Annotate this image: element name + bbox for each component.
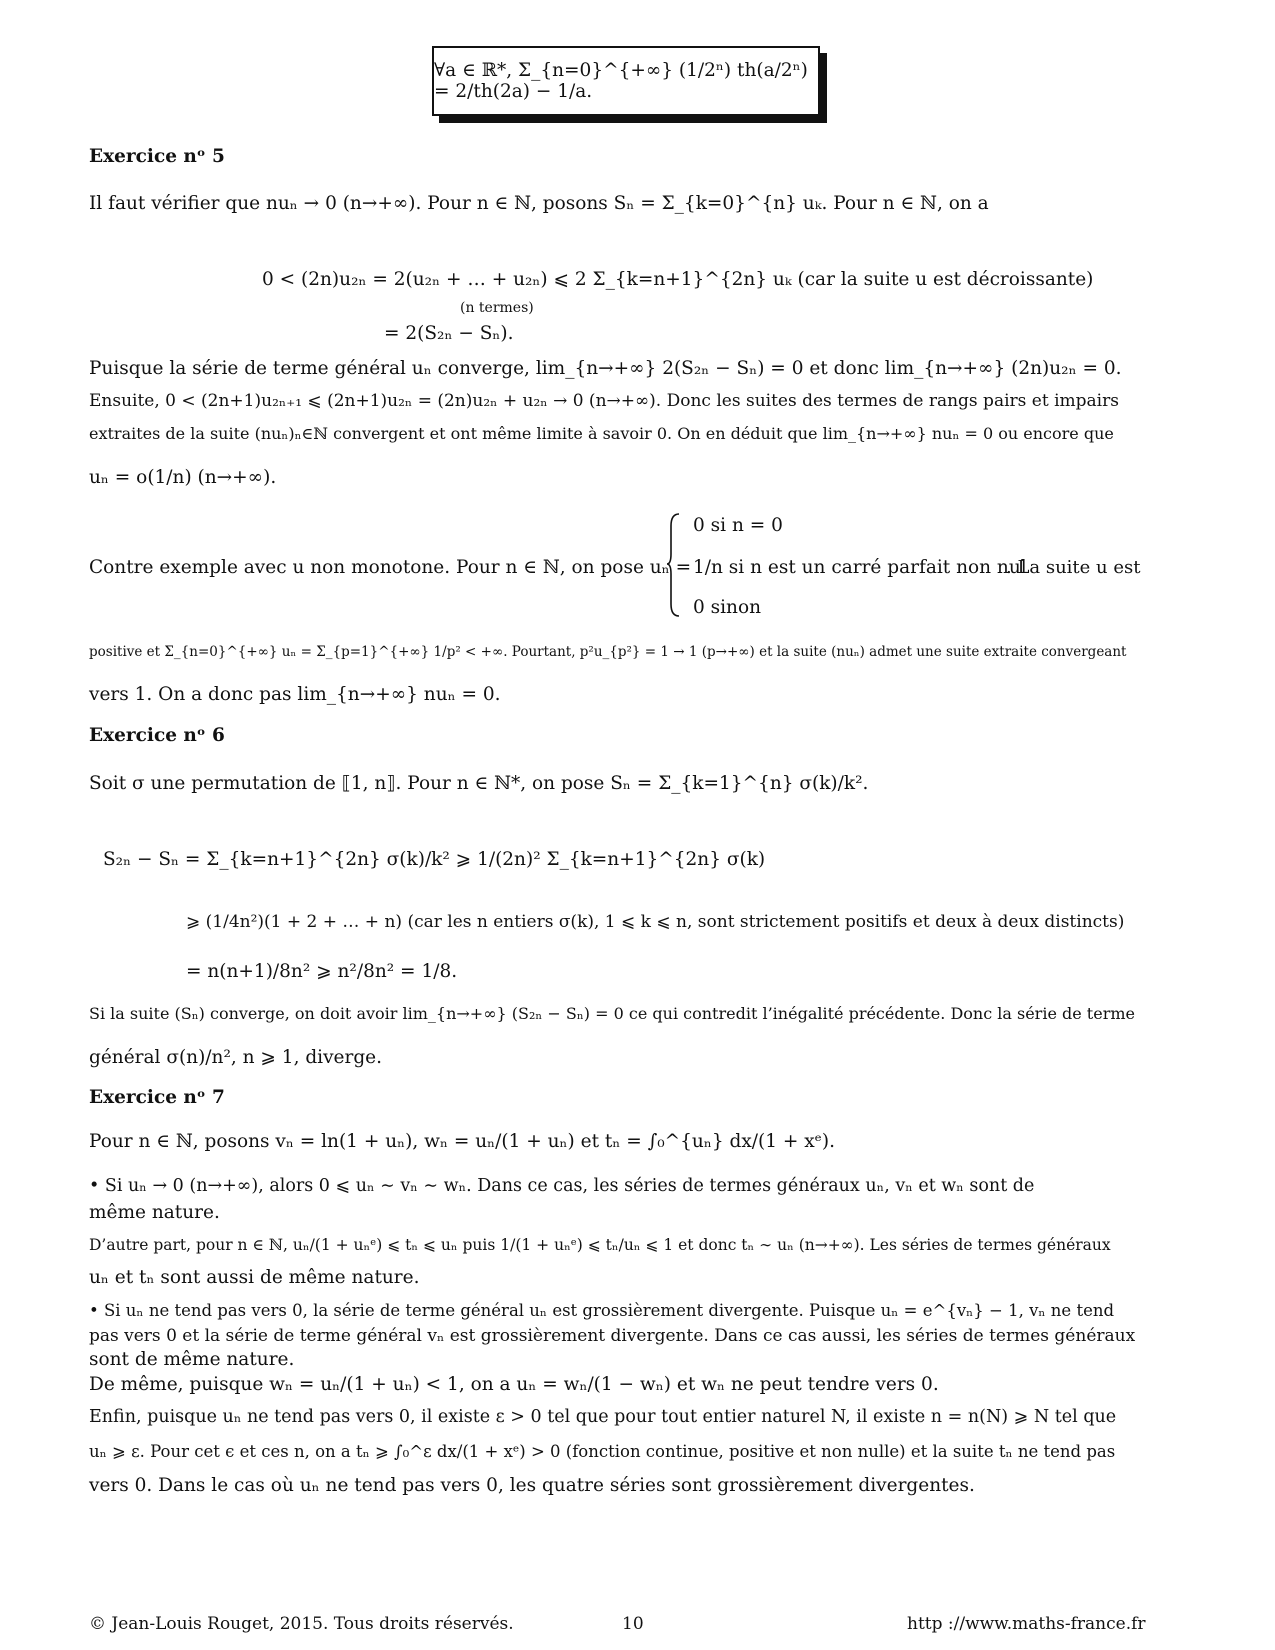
- case-2: 1/n si n est un carré parfait non nul: [693, 557, 1027, 578]
- ex7-line-12: vers 0. Dans le cas où uₙ ne tend pas vers 0, les quatre séries sont grossièrement divergentes.: [89, 1475, 975, 1496]
- cases-brace: [666, 512, 682, 617]
- ex5-line-3: Ensuite, 0 < (2n+1)u₂ₙ₊₁ ⩽ (2n+1)u₂ₙ = (2n)u₂ₙ + u₂ₙ → 0 (n→+∞). Donc les suites des termes de rangs pairs et impairs: [89, 391, 1119, 411]
- ex6-display-1: S₂ₙ − Sₙ = Σ_{k=n+1}^{2n} σ(k)/k² ⩾ 1/(2n)² Σ_{k=n+1}^{2n} σ(k): [103, 849, 766, 870]
- ex5-display-1: 0 < (2n)u₂ₙ = 2(u₂ₙ + … + u₂ₙ) ⩽ 2 Σ_{k=n+1}^{2n} uₖ (car la suite u est décroissante): [262, 269, 1094, 290]
- ex7-line-8: sont de même nature.: [89, 1349, 295, 1370]
- case-1: 0 si n = 0: [693, 515, 783, 536]
- ex6-display-3: = n(n+1)/8n² ⩾ n²/8n² = 1/8.: [186, 961, 458, 982]
- ex7-line-3: même nature.: [89, 1202, 220, 1223]
- ex6-line-3: général σ(n)/n², n ⩾ 1, diverge.: [89, 1047, 383, 1068]
- ex7-line-6: • Si uₙ ne tend pas vers 0, la série de terme général uₙ est grossièrement divergente. Puisque uₙ = e^{vₙ} − 1, vₙ ne tend: [89, 1301, 1115, 1320]
- case-3: 0 sinon: [693, 597, 762, 618]
- ex5-line-5: uₙ = o(1/n) (n→+∞).: [89, 467, 277, 488]
- ex7-line-11: uₙ ⩾ ε. Pour cet ϵ et ces n, on a tₙ ⩾ ∫₀^ε dx/(1 + xᵉ) > 0 (fonction continue, positive et non nulle) et la suite tₙ ne tend pas: [89, 1442, 1116, 1461]
- ex6-line-2: Si la suite (Sₙ) converge, on doit avoir lim_{n→+∞} (S₂ₙ − Sₙ) = 0 ce qui contredit l’inégalité précédente. Donc la série de terme: [89, 1004, 1135, 1023]
- ex5-line-4: extraites de la suite (nuₙ)ₙ∈ℕ convergent et ont même limite à savoir 0. On en déduit que lim_{n→+∞} nuₙ = 0 ou encore que: [89, 424, 1114, 443]
- ex5-line-1: Il faut vérifier que nuₙ → 0 (n→+∞). Pour n ∈ ℕ, posons Sₙ = Σ_{k=0}^{n} uₖ. Pour n ∈ ℕ, on a: [89, 193, 989, 214]
- exercise-6-title: Exercice nᵒ 6: [89, 725, 225, 746]
- exercise-7-title: Exercice nᵒ 7: [89, 1087, 225, 1108]
- ex5-counterexample-suffix: . La suite u est: [1006, 557, 1141, 578]
- ex7-line-5: uₙ et tₙ sont aussi de même nature.: [89, 1267, 420, 1288]
- ex6-line-1: Soit σ une permutation de ⟦1, n⟧. Pour n ∈ ℕ*, on pose Sₙ = Σ_{k=1}^{n} σ(k)/k².: [89, 773, 869, 794]
- box-formula-text: ∀a ∈ ℝ*, Σ_{n=0}^{+∞} (1/2ⁿ) th(a/2ⁿ) = 2/th(2a) − 1/a.: [432, 46, 820, 116]
- ex5-line-8: vers 1. On a donc pas lim_{n→+∞} nuₙ = 0.: [89, 684, 501, 705]
- ex5-display-2: = 2(S₂ₙ − Sₙ).: [384, 323, 514, 344]
- ex6-display-2: ⩾ (1/4n²)(1 + 2 + … + n) (car les n entiers σ(k), 1 ⩽ k ⩽ n, sont strictement positifs et deux à deux distincts): [186, 912, 1125, 932]
- exercise-5-title: Exercice nᵒ 5: [89, 146, 225, 167]
- ex5-display-1-underbrace: (n termes): [460, 300, 534, 316]
- footer-url[interactable]: http ://www.maths-france.fr: [907, 1614, 1146, 1634]
- ex5-counterexample-intro: Contre exemple avec u non monotone. Pour n ∈ ℕ, on pose uₙ =: [89, 557, 692, 578]
- ex7-line-7: pas vers 0 et la série de terme général vₙ est grossièrement divergente. Dans ce cas aussi, les séries de termes généraux: [89, 1326, 1136, 1346]
- ex5-line-2: Puisque la série de terme général uₙ converge, lim_{n→+∞} 2(S₂ₙ − Sₙ) = 0 et donc lim_{n→+∞} (2n)u₂ₙ = 0.: [89, 358, 1122, 379]
- ex7-line-1: Pour n ∈ ℕ, posons vₙ = ln(1 + uₙ), wₙ = uₙ/(1 + uₙ) et tₙ = ∫₀^{uₙ} dx/(1 + xᵉ).: [89, 1131, 835, 1152]
- ex7-line-9: De même, puisque wₙ = uₙ/(1 + uₙ) < 1, on a uₙ = wₙ/(1 − wₙ) et wₙ ne peut tendre vers 0.: [89, 1374, 939, 1395]
- footer-copyright: © Jean-Louis Rouget, 2015. Tous droits réservés.: [89, 1614, 514, 1634]
- ex7-line-4: D’autre part, pour n ∈ ℕ, uₙ/(1 + uₙᵉ) ⩽ tₙ ⩽ uₙ puis 1/(1 + uₙᵉ) ⩽ tₙ/uₙ ⩽ 1 et donc tₙ ∼ uₙ (n→+∞). Les séries de termes généraux: [89, 1236, 1111, 1254]
- footer-page-number: 10: [622, 1614, 644, 1634]
- ex7-line-2: • Si uₙ → 0 (n→+∞), alors 0 ⩽ uₙ ∼ vₙ ∼ wₙ. Dans ce cas, les séries de termes généraux uₙ, vₙ et wₙ sont de: [89, 1176, 1035, 1196]
- ex5-line-7: positive et Σ_{n=0}^{+∞} uₙ = Σ_{p=1}^{+∞} 1/p² < +∞. Pourtant, p²u_{p²} = 1 → 1 (p→+∞) et la suite (nuₙ) admet une suite extraite convergeant: [89, 644, 1127, 660]
- boxed-formula: [432, 46, 830, 122]
- ex7-line-10: Enfin, puisque uₙ ne tend pas vers 0, il existe ε > 0 tel que pour tout entier naturel N, il existe n = n(N) ⩾ N tel que: [89, 1407, 1117, 1427]
